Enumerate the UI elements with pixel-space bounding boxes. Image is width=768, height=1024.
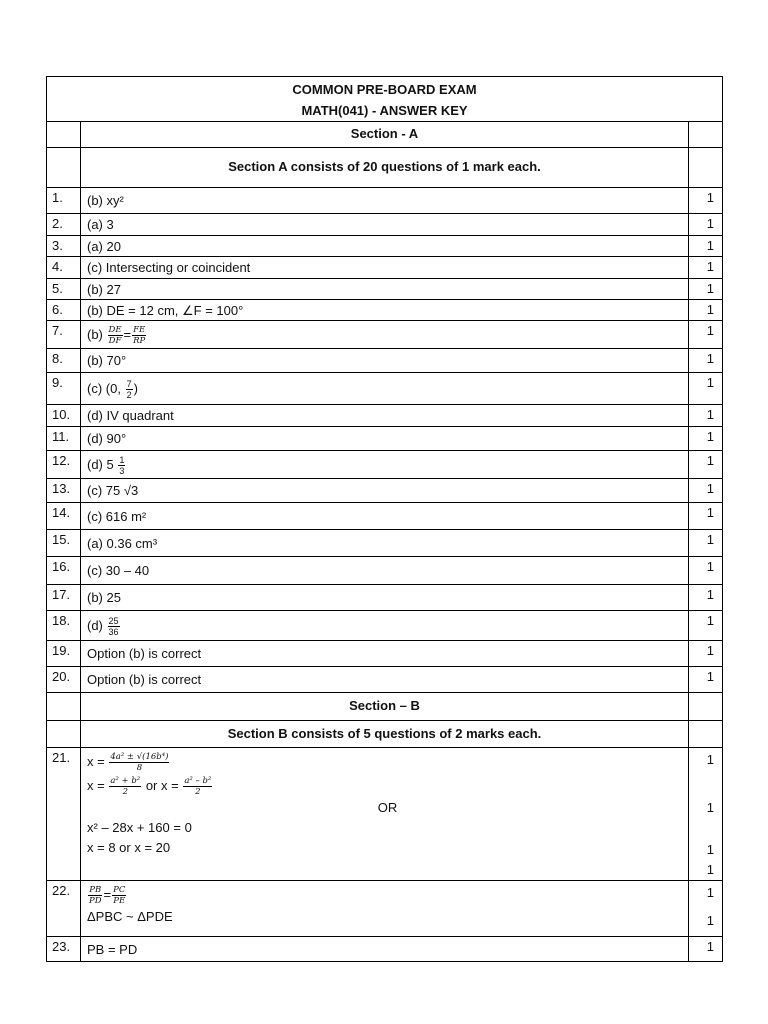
question-number: 21. <box>47 748 81 881</box>
marks-cell: 1 <box>689 300 723 321</box>
question-row <box>47 479 723 503</box>
answer-key-table <box>46 76 723 962</box>
question-row <box>47 300 723 321</box>
answer-text: Option (b) is correct <box>87 646 202 662</box>
answer-text: (b) 27 <box>87 281 121 297</box>
section-b-description: Section B consists of 5 questions of 2 marks each. <box>81 721 689 748</box>
question-number: 3. <box>47 236 81 257</box>
question-row <box>47 585 723 611</box>
answer-fraction-2-denominator: RP <box>133 336 146 346</box>
answer-cell <box>81 427 689 451</box>
answer-cell <box>81 321 689 349</box>
marks-cell: 1 <box>689 214 723 236</box>
question-number: 1. <box>47 188 81 214</box>
answer-prefix: x = <box>87 754 105 769</box>
answer-text: (a) 20 <box>87 238 121 254</box>
answer-fraction-denominator: 2 <box>126 390 132 400</box>
title-row <box>47 77 723 122</box>
answer-cell <box>81 405 689 427</box>
answer-cell <box>81 188 689 214</box>
answer-cell <box>81 748 689 881</box>
answer-text: (b) xy² <box>87 193 124 209</box>
question-number: 8. <box>47 349 81 373</box>
section-a-description: Section A consists of 20 questions of 1 mark each. <box>81 148 689 188</box>
answer-cell <box>81 257 689 279</box>
mark-value: 1 <box>706 800 715 815</box>
answer-cell <box>81 503 689 530</box>
marks-cell: 1 <box>689 349 723 373</box>
marks-cell <box>689 881 723 937</box>
question-row <box>47 349 723 373</box>
mark-value: 1 <box>706 752 715 767</box>
marks-cell: 1 <box>689 451 723 479</box>
question-number: 6. <box>47 300 81 321</box>
question-row <box>47 530 723 557</box>
question-number: 5. <box>47 279 81 300</box>
answer-fraction-denominator: 36 <box>108 627 119 637</box>
answer-line <box>87 774 688 798</box>
answer-cell <box>81 300 689 321</box>
question-row <box>47 557 723 585</box>
ratio-fraction-1-numerator: PB <box>89 885 102 896</box>
mark-value: 1 <box>706 862 715 877</box>
quadratic-formula-fraction <box>109 752 169 773</box>
question-number: 14. <box>47 503 81 530</box>
question-number: 2. <box>47 214 81 236</box>
answer-cell <box>81 530 689 557</box>
question-number: 4. <box>47 257 81 279</box>
or-separator: OR <box>377 800 398 815</box>
root-fraction-2-numerator: a² – b² <box>184 776 212 787</box>
question-row <box>47 257 723 279</box>
question-row <box>47 748 723 881</box>
section-a-heading: Section - A <box>81 122 689 148</box>
answer-prefix: x = <box>87 778 105 793</box>
answer-fraction-2 <box>132 325 146 346</box>
question-row <box>47 373 723 405</box>
marks-cell: 1 <box>689 279 723 300</box>
answer-cell <box>81 585 689 611</box>
question-row <box>47 427 723 451</box>
ratio-fraction-2 <box>112 885 126 906</box>
answer-text: (c) Intersecting or coincident <box>87 260 251 276</box>
answer-cell <box>81 451 689 479</box>
answer-text: (d) IV quadrant <box>87 408 174 424</box>
answer-prefix: (b) <box>87 326 103 342</box>
root-fraction-2 <box>183 776 212 797</box>
marks-cell: 1 <box>689 405 723 427</box>
question-number: 22. <box>47 881 81 937</box>
answer-fraction-numerator: DE <box>108 325 122 335</box>
answer-line: x = 8 or x = 20 <box>87 840 171 855</box>
answer-cell <box>81 611 689 641</box>
question-number: 7. <box>47 321 81 349</box>
marks-cell: 1 <box>689 479 723 503</box>
question-row <box>47 641 723 667</box>
marks-cell: 1 <box>689 257 723 279</box>
answer-fraction-numerator: 1 <box>119 455 125 465</box>
answer-line <box>87 750 688 774</box>
exam-title: COMMON PRE-BOARD EXAM <box>292 82 477 97</box>
title-cell <box>47 77 723 122</box>
answer-text: (a) 3 <box>87 217 114 233</box>
question-row <box>47 667 723 693</box>
answer-cell <box>81 667 689 693</box>
section-b-heading: Section – B <box>81 693 689 721</box>
quadratic-formula-fraction-denominator: 8 <box>136 763 143 774</box>
equals-sign: = <box>103 887 112 902</box>
section-a-heading-row <box>47 122 723 148</box>
question-row <box>47 451 723 479</box>
section-b-heading-row <box>47 693 723 721</box>
answer-fraction <box>108 616 120 637</box>
answer-fraction-denominator: 3 <box>119 466 125 476</box>
answer-cell: PB = PD <box>81 937 689 962</box>
question-row <box>47 611 723 641</box>
question-number: 9. <box>47 373 81 405</box>
similarity-statement: ΔPBC ~ ΔPDE <box>87 909 173 924</box>
question-row <box>47 279 723 300</box>
answer-cell <box>81 279 689 300</box>
answer-cell <box>81 479 689 503</box>
marks-cell <box>689 748 723 881</box>
question-number: 11. <box>47 427 81 451</box>
marks-cell: 1 <box>689 611 723 641</box>
marks-cell: 1 <box>689 937 723 962</box>
answer-fraction-numerator: 7 <box>126 379 132 389</box>
question-row <box>47 405 723 427</box>
marks-cell: 1 <box>689 667 723 693</box>
answer-fraction <box>108 325 123 346</box>
marks-cell: 1 <box>689 188 723 214</box>
question-row <box>47 881 723 937</box>
answer-text: (b) DE = 12 cm, ∠F = 100° <box>87 302 244 318</box>
answer-fraction-denominator: DF <box>108 336 122 346</box>
or-x-text: or x = <box>145 778 179 793</box>
question-number: 20. <box>47 667 81 693</box>
answer-text: Option (b) is correct <box>87 672 202 688</box>
answer-fraction-2-numerator: FE <box>133 325 146 335</box>
marks-cell: 1 <box>689 373 723 405</box>
question-number: 18. <box>47 611 81 641</box>
root-fraction-1-numerator: a² + b² <box>110 776 141 787</box>
answer-cell <box>81 236 689 257</box>
answer-suffix: ) <box>133 380 138 396</box>
question-row <box>47 214 723 236</box>
answer-cell <box>81 641 689 667</box>
ratio-fraction-1 <box>88 885 103 906</box>
ratio-fraction-2-denominator: PE <box>113 896 126 907</box>
marks-cell: 1 <box>689 321 723 349</box>
question-row <box>47 188 723 214</box>
answer-line <box>87 883 688 907</box>
answer-prefix: (c) (0, <box>87 380 121 396</box>
answer-cell <box>81 214 689 236</box>
question-number: 17. <box>47 585 81 611</box>
question-number: 16. <box>47 557 81 585</box>
answer-text: (b) 25 <box>87 590 121 606</box>
equals-sign: = <box>123 326 132 342</box>
section-a-description-row <box>47 148 723 188</box>
ratio-fraction-1-denominator: PD <box>89 896 102 907</box>
answer-text: (a) 0.36 cm³ <box>87 535 158 551</box>
answer-prefix: (d) <box>87 617 103 633</box>
answer-fraction <box>118 455 125 476</box>
marks-cell: 1 <box>689 557 723 585</box>
marks-cell: 1 <box>689 641 723 667</box>
question-number: 12. <box>47 451 81 479</box>
answer-text: (d) 90° <box>87 431 127 447</box>
question-row <box>47 937 723 962</box>
mark-value: 1 <box>706 913 715 928</box>
question-row <box>47 503 723 530</box>
answer-text: (c) 30 – 40 <box>87 563 150 579</box>
marks-cell: 1 <box>689 236 723 257</box>
root-fraction-1 <box>109 776 141 797</box>
question-number: 10. <box>47 405 81 427</box>
marks-cell: 1 <box>689 585 723 611</box>
mark-value: 1 <box>706 885 715 900</box>
answer-fraction <box>126 379 133 400</box>
question-row <box>47 321 723 349</box>
section-b-description-row <box>47 721 723 748</box>
answer-cell <box>81 881 689 937</box>
answer-prefix: (d) 5 <box>87 456 114 472</box>
answer-key-body <box>47 77 723 962</box>
answer-cell <box>81 349 689 373</box>
question-number: 15. <box>47 530 81 557</box>
question-number: 13. <box>47 479 81 503</box>
answer-text: (c) 616 m² <box>87 508 147 524</box>
answer-cell <box>81 557 689 585</box>
marks-cell: 1 <box>689 427 723 451</box>
answer-cell <box>81 373 689 405</box>
ratio-fraction-2-numerator: PC <box>113 885 126 896</box>
answer-fraction-numerator: 25 <box>108 616 119 626</box>
answer-key-title: MATH(041) - ANSWER KEY <box>301 103 468 118</box>
question-number: 19. <box>47 641 81 667</box>
marks-cell: 1 <box>689 530 723 557</box>
mark-value: 1 <box>706 842 715 857</box>
root-fraction-1-denominator: 2 <box>122 787 128 798</box>
answer-text: (c) 75 √3 <box>87 483 139 499</box>
marks-cell: 1 <box>689 503 723 530</box>
question-row <box>47 236 723 257</box>
question-number: 23. <box>47 937 81 962</box>
root-fraction-2-denominator: 2 <box>195 787 201 798</box>
answer-line: x² – 28x + 160 = 0 <box>87 820 192 835</box>
quadratic-formula-fraction-numerator: 4a² ± √(16b⁴) <box>110 752 169 763</box>
answer-text: (b) 70° <box>87 353 127 369</box>
